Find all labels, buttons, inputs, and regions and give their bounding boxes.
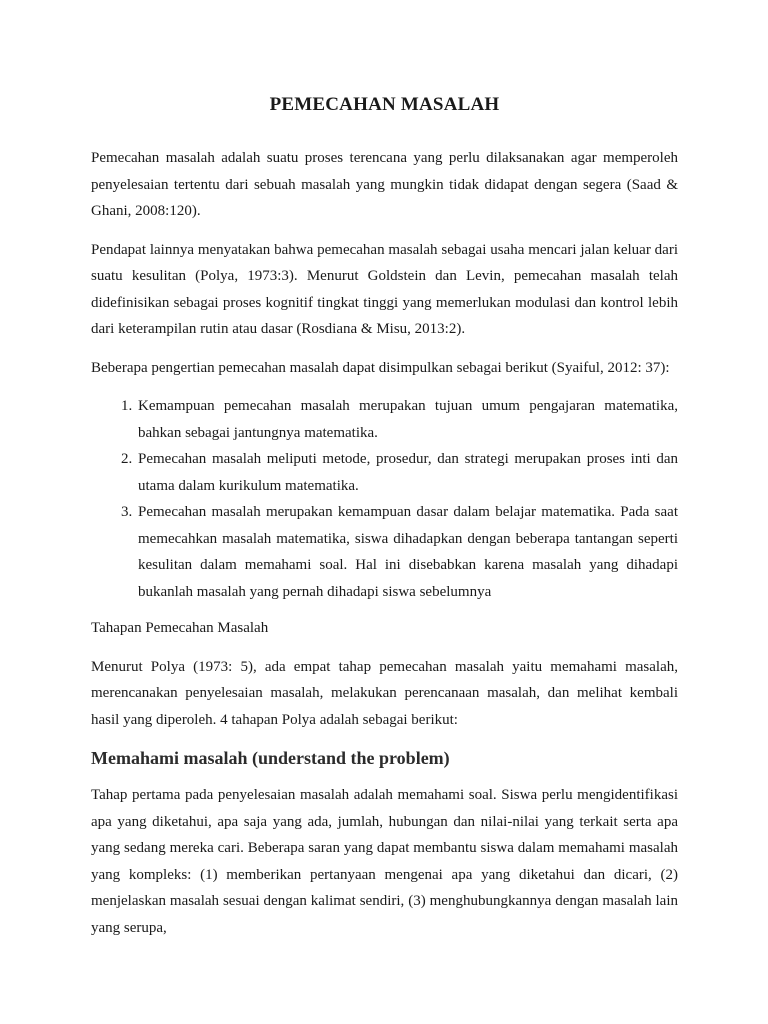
numbered-list [91, 393, 678, 605]
paragraph-polya: Menurut Polya (1973: 5), ada empat tahap pemecahan masalah yaitu memahami masalah, merencanakan penyelesaian masalah, melakukan perencanaan masalah, dan melihat kembali hasil yang diperoleh. 4 tahapan Polya adalah sebagai berikut: [91, 658, 678, 728]
paragraph-other-opinion: Pendapat lainnya menyatakan bahwa pemecahan masalah sebagai usaha mencari jalan keluar dari suatu kesulitan (Polya, 1973:3). Menurut Goldstein dan Levin, pemecahan masalah telah didefinisikan sebagai proses kognitif tingkat tinggi yang memerlukan modulasi dan kontrol lebih dari keterampilan rutin atau dasar (Rosdiana & Misu, 2013:2). [91, 241, 678, 337]
list-item: 1. Kemampuan pemecahan masalah merupakan tujuan umum pengajaran matematika, bahkan sebagai jantungnya matematika. [136, 393, 678, 446]
subheading-stages: Tahapan Pemecahan Masalah [91, 620, 269, 636]
list-item: 2. Pemecahan masalah meliputi metode, prosedur, dan strategi merupakan proses inti dan utama dalam kurikulum matematika. [136, 446, 678, 499]
paragraph-understand-problem: Tahap pertama pada penyelesaian masalah adalah memahami soal. Siswa perlu mengidentifikasi apa yang diketahui, apa saja yang ada, jumlah, hubungan dan nilai-nilai yang terkait serta apa yang sedang mereka cari. Beberapa saran yang dapat membantu siswa dalam memahami masalah yang kompleks: (1) memberikan pertanyaan mengenai apa yang diketahui dan dicari, (2) menjelaskan masalah sesuai dengan kalimat sendiri, (3) menghubungkannya dengan masalah lain yang serupa, [91, 787, 678, 936]
paragraph-definition: Pemecahan masalah adalah suatu proses terencana yang perlu dilaksanakan agar memperoleh penyelesaian tertentu dari sebuah masalah yang mungkin tidak didapat dengan segera (Saad & Ghani, 2008:120). [91, 150, 678, 219]
document-body [91, 92, 678, 953]
paragraph-conclusion-intro: Beberapa pengertian pemecahan masalah dapat disimpulkan sebagai berikut (Syaiful, 2012: 37): [91, 359, 670, 376]
section-heading: Memahami masalah (understand the problem) [91, 748, 450, 768]
list-item: 3. Pemecahan masalah merupakan kemampuan dasar dalam belajar matematika. Pada saat memecahkan masalah matematika, siswa dihadapkan dengan beberapa tantangan seperti kesulitan dalam memahami soal. Hal ini disebabkan karena masalah yang dihadapi bukanlah masalah yang pernah dihadapi siswa sebelumnya [136, 499, 678, 605]
page-title: PEMECAHAN MASALAH [269, 94, 500, 115]
